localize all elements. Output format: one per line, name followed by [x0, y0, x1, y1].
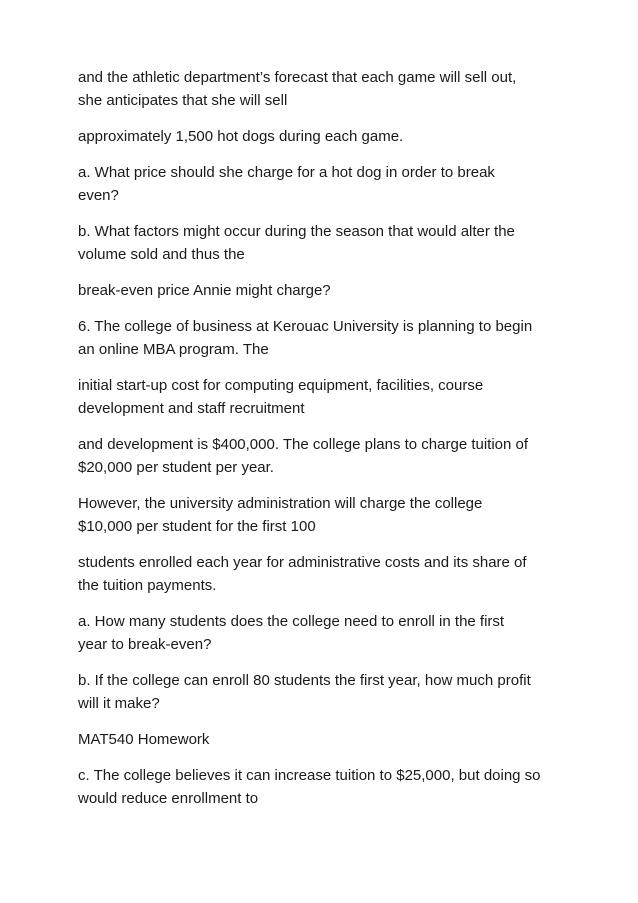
document-body [78, 66, 578, 823]
text-line: will it make? [78, 695, 160, 712]
paragraph [78, 279, 578, 302]
paragraph [78, 220, 578, 266]
paragraph [78, 374, 578, 420]
text-line: $10,000 per student for the first 100 [78, 518, 316, 535]
paragraph [78, 161, 578, 207]
paragraph [78, 315, 578, 361]
paragraph [78, 66, 578, 112]
text-line: b. What factors might occur during the season that would alter the [78, 223, 515, 240]
text-line: c. The college believes it can increase tuition to $25,000, but doing so [78, 767, 541, 784]
text-line: and development is $400,000. The college plans to charge tuition of [78, 436, 529, 453]
text-line: approximately 1,500 hot dogs during each game. [78, 128, 404, 145]
paragraph [78, 728, 578, 751]
text-line: break-even price Annie might charge? [78, 282, 331, 299]
text-line: b. If the college can enroll 80 students the first year, how much profit [78, 672, 531, 689]
paragraph [78, 551, 578, 597]
text-line: MAT540 Homework [78, 731, 210, 748]
text-line: development and staff recruitment [78, 400, 305, 417]
text-line: However, the university administration will charge the college [78, 495, 483, 512]
paragraph [78, 492, 578, 538]
text-line: year to break-even? [78, 636, 212, 653]
text-line: 6. The college of business at Kerouac University is planning to begin [78, 318, 533, 335]
paragraph [78, 764, 578, 810]
paragraph [78, 433, 578, 479]
text-line: a. How many students does the college need to enroll in the first [78, 613, 505, 630]
text-line: an online MBA program. The [78, 341, 269, 358]
text-line: and the athletic department’s forecast that each game will sell out, [78, 69, 517, 86]
text-line: would reduce enrollment to [78, 790, 259, 807]
text-line: volume sold and thus the [78, 246, 245, 263]
text-line: a. What price should she charge for a hot dog in order to break [78, 164, 495, 181]
text-line: initial start-up cost for computing equipment, facilities, course [78, 377, 484, 394]
text-line: the tuition payments. [78, 577, 217, 594]
text-line: $20,000 per student per year. [78, 459, 274, 476]
text-line: she anticipates that she will sell [78, 92, 288, 109]
text-line: students enrolled each year for administrative costs and its share of [78, 554, 527, 571]
text-line: even? [78, 187, 119, 204]
paragraph [78, 610, 578, 656]
paragraph [78, 669, 578, 715]
paragraph [78, 125, 578, 148]
